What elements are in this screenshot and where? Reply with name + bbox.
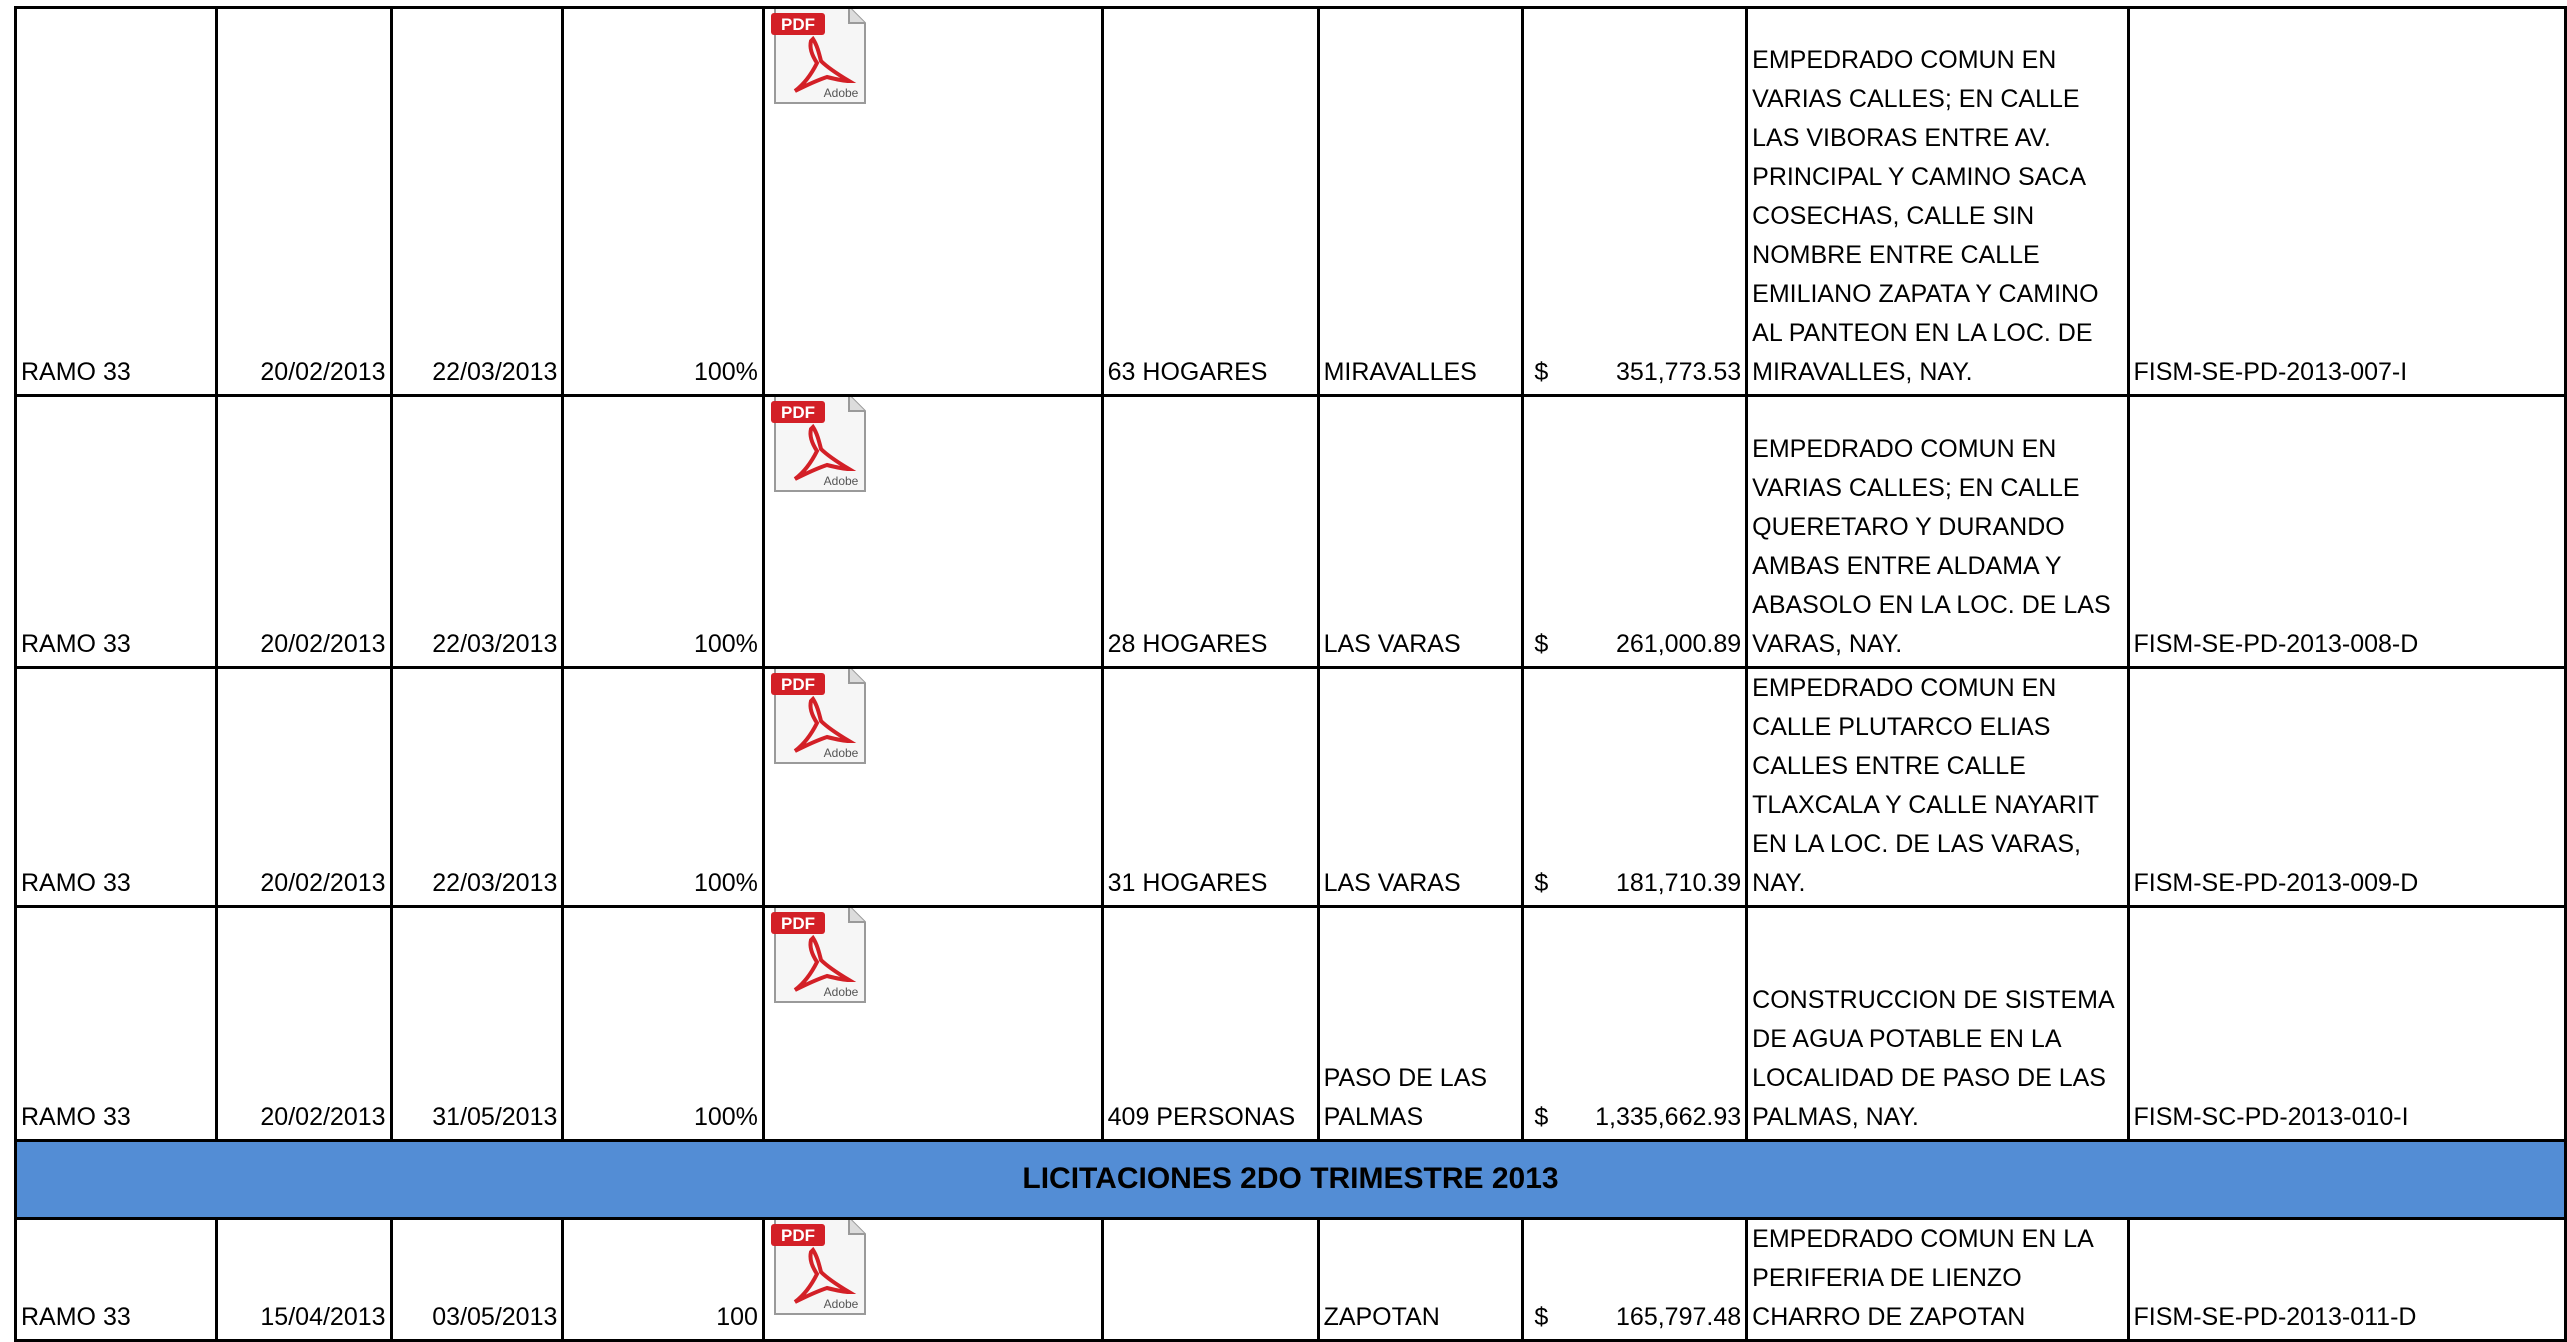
- currency-symbol: $: [1534, 358, 1549, 386]
- svg-text:Adobe: Adobe: [823, 1297, 859, 1311]
- contract-cell: FISM-SE-PD-2013-007-I: [2128, 8, 2566, 396]
- svg-text:PDF: PDF: [780, 15, 815, 34]
- locality-cell: PASO DE LAS PALMAS: [1318, 907, 1523, 1141]
- amount-cell: [1523, 907, 1747, 1141]
- beneficiaries-cell: 63 HOGARES: [1102, 8, 1318, 396]
- description-cell: EMPEDRADO COMUN EN VARIAS CALLES; EN CALLE QUERETARO Y DURANDO AMBAS ENTRE ALDAMA Y ABASOLO EN LA LOC. DE LAS VARAS, NAY.: [1747, 396, 2128, 668]
- fund-cell: RAMO 33: [16, 668, 217, 907]
- fund-cell: RAMO 33: [16, 396, 217, 668]
- pdf-file-icon[interactable]: [769, 668, 869, 766]
- end-date-cell: 03/05/2013: [391, 1219, 563, 1341]
- description-cell: EMPEDRADO COMUN EN CALLE PLUTARCO ELIAS CALLES ENTRE CALLE TLAXCALA Y CALLE NAYARIT EN LA LOC. DE LAS VARAS, NAY.: [1747, 668, 2128, 907]
- section-header-row: [16, 1141, 2566, 1219]
- contract-cell: FISM-SC-PD-2013-010-I: [2128, 907, 2566, 1141]
- description-cell: CONSTRUCCION DE SISTEMA DE AGUA POTABLE EN LA LOCALIDAD DE PASO DE LAS PALMAS, NAY.: [1747, 907, 2128, 1141]
- start-date-cell: 20/02/2013: [216, 668, 391, 907]
- svg-text:Adobe: Adobe: [823, 746, 859, 760]
- progress-cell: 100%: [563, 396, 764, 668]
- locality-cell: LAS VARAS: [1318, 668, 1523, 907]
- svg-text:PDF: PDF: [780, 675, 815, 694]
- pdf-link-cell[interactable]: [763, 1219, 1102, 1341]
- description-cell: EMPEDRADO COMUN EN LA PERIFERIA DE LIENZO CHARRO DE ZAPOTAN: [1747, 1219, 2128, 1341]
- pdf-file-icon[interactable]: [769, 1219, 869, 1317]
- amount-cell: [1523, 8, 1747, 396]
- pdf-file-icon[interactable]: [769, 8, 869, 106]
- table-row: [16, 8, 2566, 396]
- pdf-link-cell[interactable]: [763, 8, 1102, 396]
- currency-symbol: $: [1534, 630, 1549, 658]
- beneficiaries-cell: 409 PERSONAS: [1102, 907, 1318, 1141]
- start-date-cell: 20/02/2013: [216, 396, 391, 668]
- amount-cell: [1523, 396, 1747, 668]
- works-table: [14, 6, 2567, 1342]
- locality-cell: LAS VARAS: [1318, 396, 1523, 668]
- locality-cell: ZAPOTAN: [1318, 1219, 1523, 1341]
- amount-cell: [1523, 668, 1747, 907]
- start-date-cell: 20/02/2013: [216, 8, 391, 396]
- svg-text:PDF: PDF: [780, 403, 815, 422]
- svg-text:PDF: PDF: [780, 1226, 815, 1245]
- currency-symbol: $: [1534, 1103, 1549, 1131]
- locality-cell: MIRAVALLES: [1318, 8, 1523, 396]
- description-cell: EMPEDRADO COMUN EN VARIAS CALLES; EN CALLE LAS VIBORAS ENTRE AV. PRINCIPAL Y CAMINO SACA COSECHAS, CALLE SIN NOMBRE ENTRE CALLE EMILIANO ZAPATA Y CAMINO AL PANTEON EN LA LOC. DE MIRAVALLES, NAY.: [1747, 8, 2128, 396]
- amount-value: 181,710.39: [1616, 869, 1742, 897]
- contract-cell: FISM-SE-PD-2013-009-D: [2128, 668, 2566, 907]
- beneficiaries-cell: 28 HOGARES: [1102, 396, 1318, 668]
- amount-value: 351,773.53: [1616, 358, 1742, 386]
- pdf-link-cell[interactable]: [763, 396, 1102, 668]
- start-date-cell: 20/02/2013: [216, 907, 391, 1141]
- svg-text:PDF: PDF: [780, 914, 815, 933]
- table-row: [16, 396, 2566, 668]
- end-date-cell: 31/05/2013: [391, 907, 563, 1141]
- amount-value: 1,335,662.93: [1595, 1103, 1742, 1131]
- table-row: [16, 668, 2566, 907]
- fund-cell: RAMO 33: [16, 1219, 217, 1341]
- amount-value: 165,797.48: [1616, 1303, 1742, 1331]
- end-date-cell: 22/03/2013: [391, 396, 563, 668]
- fund-cell: RAMO 33: [16, 907, 217, 1141]
- end-date-cell: 22/03/2013: [391, 8, 563, 396]
- currency-symbol: $: [1534, 1303, 1549, 1331]
- pdf-file-icon[interactable]: [769, 907, 869, 1005]
- currency-symbol: $: [1534, 869, 1549, 897]
- start-date-cell: 15/04/2013: [216, 1219, 391, 1341]
- contract-cell: FISM-SE-PD-2013-011-D: [2128, 1219, 2566, 1341]
- svg-text:Adobe: Adobe: [823, 474, 859, 488]
- beneficiaries-cell: 31 HOGARES: [1102, 668, 1318, 907]
- table-row: [16, 1219, 2566, 1341]
- section-title: LICITACIONES 2DO TRIMESTRE 2013: [16, 1141, 2566, 1219]
- svg-text:Adobe: Adobe: [823, 985, 859, 999]
- end-date-cell: 22/03/2013: [391, 668, 563, 907]
- pdf-link-cell[interactable]: [763, 668, 1102, 907]
- progress-cell: 100%: [563, 8, 764, 396]
- pdf-link-cell[interactable]: [763, 907, 1102, 1141]
- contract-cell: FISM-SE-PD-2013-008-D: [2128, 396, 2566, 668]
- svg-text:Adobe: Adobe: [823, 86, 859, 100]
- pdf-file-icon[interactable]: [769, 396, 869, 494]
- amount-value: 261,000.89: [1616, 630, 1742, 658]
- progress-cell: 100: [563, 1219, 764, 1341]
- progress-cell: 100%: [563, 668, 764, 907]
- fund-cell: RAMO 33: [16, 8, 217, 396]
- table-row: [16, 907, 2566, 1141]
- amount-cell: [1523, 1219, 1747, 1341]
- progress-cell: 100%: [563, 907, 764, 1141]
- beneficiaries-cell: [1102, 1219, 1318, 1341]
